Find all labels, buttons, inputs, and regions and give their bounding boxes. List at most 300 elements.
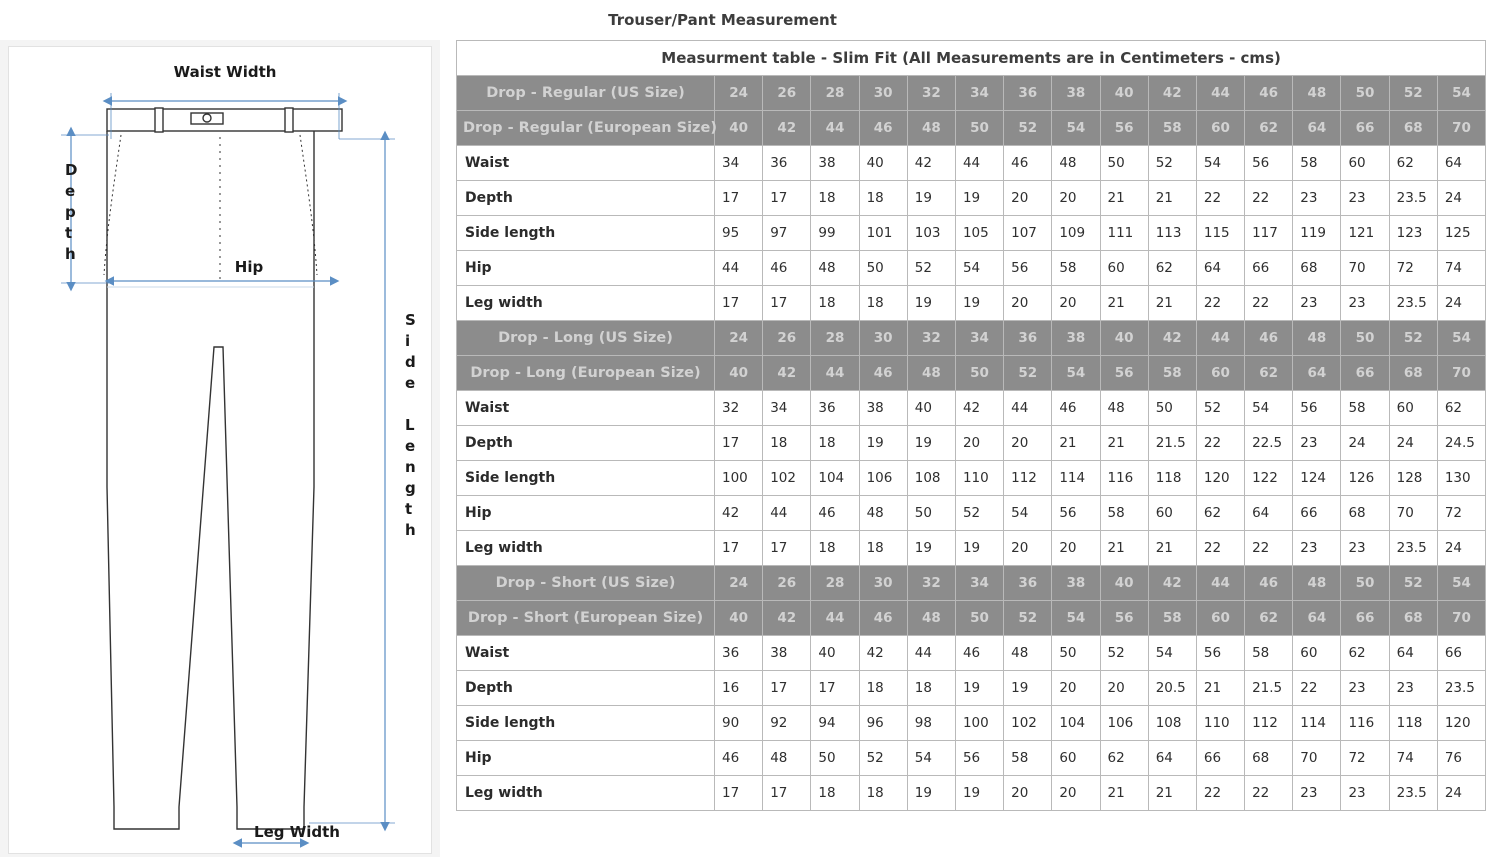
row-value: 130 — [1437, 461, 1485, 496]
drop-eu-label: Drop - Long (European Size) — [457, 356, 715, 391]
row-value: 23.5 — [1437, 671, 1485, 706]
drop-us-size: 38 — [1052, 566, 1100, 601]
row-value: 22.5 — [1245, 426, 1293, 461]
row-value: 20 — [1004, 776, 1052, 811]
row-value: 115 — [1196, 216, 1244, 251]
row-value: 60 — [1293, 636, 1341, 671]
drop-eu-size: 60 — [1196, 601, 1244, 636]
row-value: 20 — [955, 426, 1003, 461]
row-value: 46 — [1004, 146, 1052, 181]
row-value: 18 — [907, 671, 955, 706]
row-value: 74 — [1389, 741, 1437, 776]
svg-text:p: p — [65, 203, 76, 221]
row-value: 62 — [1389, 146, 1437, 181]
row-value: 124 — [1293, 461, 1341, 496]
row-value: 20 — [1004, 181, 1052, 216]
row-value: 40 — [859, 146, 907, 181]
drop-eu-label: Drop - Short (European Size) — [457, 601, 715, 636]
row-value: 94 — [811, 706, 859, 741]
row-value: 23 — [1293, 181, 1341, 216]
drop-us-size: 34 — [955, 76, 1003, 111]
table-row — [457, 251, 1486, 286]
row-value: 24 — [1389, 426, 1437, 461]
row-value: 19 — [1004, 671, 1052, 706]
drop-us-size: 40 — [1100, 566, 1148, 601]
trouser-diagram — [9, 47, 433, 855]
table-row — [457, 146, 1486, 181]
row-value: 23 — [1341, 531, 1389, 566]
row-label: Depth — [457, 671, 715, 706]
row-value: 22 — [1245, 286, 1293, 321]
drop-us-size: 30 — [859, 76, 907, 111]
row-value: 74 — [1437, 251, 1485, 286]
row-value: 19 — [859, 426, 907, 461]
row-value: 21 — [1196, 671, 1244, 706]
row-value: 72 — [1389, 251, 1437, 286]
drop-us-size: 26 — [763, 321, 811, 356]
drop-us-size: 52 — [1389, 321, 1437, 356]
drop-eu-size: 56 — [1100, 356, 1148, 391]
row-value: 36 — [715, 636, 763, 671]
row-value: 90 — [715, 706, 763, 741]
row-value: 23 — [1341, 776, 1389, 811]
row-value: 123 — [1389, 216, 1437, 251]
row-value: 48 — [811, 251, 859, 286]
row-value: 18 — [811, 426, 859, 461]
row-value: 98 — [907, 706, 955, 741]
drop-eu-size: 60 — [1196, 356, 1244, 391]
drop-us-size: 26 — [763, 76, 811, 111]
row-value: 22 — [1196, 426, 1244, 461]
row-value: 24.5 — [1437, 426, 1485, 461]
drop-eu-size: 40 — [715, 111, 763, 146]
row-value: 62 — [1100, 741, 1148, 776]
svg-text:t: t — [65, 224, 73, 242]
row-value: 21 — [1100, 531, 1148, 566]
drop-us-size: 44 — [1196, 76, 1244, 111]
row-label: Side length — [457, 216, 715, 251]
row-value: 38 — [811, 146, 859, 181]
table-title-cell: Measurment table - Slim Fit (All Measurements are in Centimeters - cms) — [457, 41, 1486, 76]
row-value: 72 — [1437, 496, 1485, 531]
row-value: 60 — [1389, 391, 1437, 426]
row-value: 23 — [1341, 181, 1389, 216]
drop-eu-header-row — [457, 111, 1486, 146]
row-value: 22 — [1245, 776, 1293, 811]
row-value: 44 — [907, 636, 955, 671]
row-value: 18 — [811, 181, 859, 216]
drop-us-size: 32 — [907, 566, 955, 601]
table-row — [457, 391, 1486, 426]
page-title-text: Trouser/Pant Measurement — [608, 11, 837, 29]
row-value: 19 — [907, 531, 955, 566]
drop-us-label: Drop - Short (US Size) — [457, 566, 715, 601]
drop-us-size: 48 — [1293, 566, 1341, 601]
row-value: 22 — [1196, 776, 1244, 811]
row-value: 18 — [763, 426, 811, 461]
row-value: 23 — [1293, 286, 1341, 321]
drop-us-size: 38 — [1052, 321, 1100, 356]
row-value: 102 — [1004, 706, 1052, 741]
row-value: 44 — [1004, 391, 1052, 426]
row-value: 113 — [1148, 216, 1196, 251]
drop-us-size: 42 — [1148, 566, 1196, 601]
svg-text:g: g — [405, 479, 416, 497]
row-value: 58 — [1341, 391, 1389, 426]
row-value: 120 — [1196, 461, 1244, 496]
row-value: 20 — [1052, 531, 1100, 566]
drop-us-size: 36 — [1004, 76, 1052, 111]
row-value: 19 — [955, 531, 1003, 566]
drop-eu-size: 50 — [955, 356, 1003, 391]
drop-us-size: 24 — [715, 566, 763, 601]
row-value: 17 — [763, 531, 811, 566]
row-value: 23.5 — [1389, 531, 1437, 566]
row-value: 21 — [1148, 181, 1196, 216]
table-title-row — [457, 41, 1486, 76]
measurement-table — [456, 40, 1486, 811]
drop-eu-label: Drop - Regular (European Size) — [457, 111, 715, 146]
table-row — [457, 636, 1486, 671]
drop-eu-size: 48 — [907, 601, 955, 636]
row-value: 122 — [1245, 461, 1293, 496]
drop-eu-size: 50 — [955, 111, 1003, 146]
row-value: 22 — [1293, 671, 1341, 706]
row-value: 54 — [955, 251, 1003, 286]
row-value: 52 — [1148, 146, 1196, 181]
depth-label-d: D — [65, 161, 78, 179]
row-value: 54 — [1148, 636, 1196, 671]
row-value: 103 — [907, 216, 955, 251]
drop-eu-size: 44 — [811, 356, 859, 391]
drop-us-size: 32 — [907, 76, 955, 111]
table-row — [457, 216, 1486, 251]
drop-eu-size: 42 — [763, 601, 811, 636]
row-value: 18 — [811, 531, 859, 566]
drop-us-size: 52 — [1389, 76, 1437, 111]
drop-eu-size: 68 — [1389, 601, 1437, 636]
drop-us-size: 44 — [1196, 321, 1244, 356]
row-value: 46 — [955, 636, 1003, 671]
row-value: 19 — [955, 181, 1003, 216]
row-value: 56 — [955, 741, 1003, 776]
row-label: Side length — [457, 706, 715, 741]
row-value: 50 — [1148, 391, 1196, 426]
drop-eu-size: 50 — [955, 601, 1003, 636]
row-value: 116 — [1100, 461, 1148, 496]
row-value: 18 — [859, 531, 907, 566]
row-value: 110 — [955, 461, 1003, 496]
row-value: 23 — [1341, 286, 1389, 321]
row-value: 70 — [1293, 741, 1341, 776]
row-value: 66 — [1437, 636, 1485, 671]
row-value: 17 — [763, 776, 811, 811]
row-value: 42 — [859, 636, 907, 671]
row-value: 34 — [715, 146, 763, 181]
svg-text:h: h — [405, 521, 416, 539]
row-value: 36 — [811, 391, 859, 426]
row-value: 106 — [1100, 706, 1148, 741]
drop-us-size: 28 — [811, 566, 859, 601]
side-length-label: S — [405, 311, 416, 329]
drop-eu-size: 60 — [1196, 111, 1244, 146]
row-value: 23 — [1389, 671, 1437, 706]
drop-us-size: 28 — [811, 76, 859, 111]
row-value: 20 — [1004, 531, 1052, 566]
row-value: 126 — [1341, 461, 1389, 496]
drop-us-header-row — [457, 321, 1486, 356]
row-value: 20 — [1100, 671, 1148, 706]
row-value: 52 — [859, 741, 907, 776]
row-value: 56 — [1196, 636, 1244, 671]
row-value: 64 — [1389, 636, 1437, 671]
drop-us-size: 36 — [1004, 566, 1052, 601]
row-value: 20 — [1052, 671, 1100, 706]
row-value: 23 — [1293, 776, 1341, 811]
row-value: 100 — [715, 461, 763, 496]
drop-eu-size: 64 — [1293, 356, 1341, 391]
drop-eu-size: 68 — [1389, 356, 1437, 391]
row-value: 52 — [907, 251, 955, 286]
row-value: 105 — [955, 216, 1003, 251]
row-value: 21 — [1100, 286, 1148, 321]
row-value: 20 — [1052, 776, 1100, 811]
drop-us-label: Drop - Regular (US Size) — [457, 76, 715, 111]
drop-eu-size: 62 — [1245, 601, 1293, 636]
row-value: 19 — [955, 286, 1003, 321]
row-value: 24 — [1341, 426, 1389, 461]
row-value: 46 — [811, 496, 859, 531]
row-label: Waist — [457, 146, 715, 181]
row-value: 50 — [1052, 636, 1100, 671]
row-value: 106 — [859, 461, 907, 496]
table-row — [457, 776, 1486, 811]
page-title — [0, 0, 1445, 40]
row-value: 50 — [859, 251, 907, 286]
row-value: 17 — [763, 286, 811, 321]
drop-us-size: 24 — [715, 76, 763, 111]
row-value: 22 — [1196, 181, 1244, 216]
drop-eu-size: 52 — [1004, 601, 1052, 636]
row-value: 56 — [1004, 251, 1052, 286]
row-value: 19 — [955, 776, 1003, 811]
row-value: 19 — [955, 671, 1003, 706]
row-value: 21 — [1100, 181, 1148, 216]
row-label: Waist — [457, 636, 715, 671]
row-value: 108 — [1148, 706, 1196, 741]
row-value: 46 — [715, 741, 763, 776]
row-label: Waist — [457, 391, 715, 426]
row-value: 42 — [715, 496, 763, 531]
drop-eu-size: 52 — [1004, 111, 1052, 146]
waist-width-label: Waist Width — [173, 63, 277, 81]
drop-eu-size: 48 — [907, 356, 955, 391]
row-value: 21 — [1100, 426, 1148, 461]
row-value: 58 — [1100, 496, 1148, 531]
row-value: 52 — [1100, 636, 1148, 671]
row-value: 17 — [763, 671, 811, 706]
row-value: 58 — [1004, 741, 1052, 776]
drop-eu-size: 68 — [1389, 111, 1437, 146]
drop-eu-size: 42 — [763, 356, 811, 391]
measurement-table-panel — [440, 40, 1486, 811]
row-value: 68 — [1293, 251, 1341, 286]
drop-us-header-row — [457, 76, 1486, 111]
drop-us-size: 50 — [1341, 566, 1389, 601]
row-value: 52 — [1196, 391, 1244, 426]
drop-eu-size: 40 — [715, 601, 763, 636]
drop-us-size: 50 — [1341, 321, 1389, 356]
row-value: 17 — [715, 286, 763, 321]
row-label: Depth — [457, 426, 715, 461]
row-value: 32 — [715, 391, 763, 426]
drop-us-label: Drop - Long (US Size) — [457, 321, 715, 356]
row-value: 54 — [1245, 391, 1293, 426]
row-value: 21 — [1148, 286, 1196, 321]
drop-us-size: 48 — [1293, 76, 1341, 111]
drop-eu-size: 46 — [859, 356, 907, 391]
row-label: Hip — [457, 741, 715, 776]
row-value: 19 — [907, 181, 955, 216]
row-value: 40 — [907, 391, 955, 426]
row-value: 21.5 — [1148, 426, 1196, 461]
row-value: 64 — [1245, 496, 1293, 531]
row-label: Leg width — [457, 531, 715, 566]
drop-eu-size: 56 — [1100, 111, 1148, 146]
row-value: 17 — [811, 671, 859, 706]
row-value: 60 — [1100, 251, 1148, 286]
drop-us-header-row — [457, 566, 1486, 601]
row-value: 17 — [715, 776, 763, 811]
row-label: Leg width — [457, 776, 715, 811]
row-value: 48 — [1100, 391, 1148, 426]
row-value: 118 — [1389, 706, 1437, 741]
row-value: 48 — [1004, 636, 1052, 671]
drop-eu-size: 58 — [1148, 111, 1196, 146]
row-value: 24 — [1437, 181, 1485, 216]
row-value: 54 — [1196, 146, 1244, 181]
row-value: 23 — [1293, 426, 1341, 461]
leg-width-label: Leg Width — [254, 823, 340, 841]
measurement-table-body — [457, 41, 1486, 811]
row-value: 52 — [955, 496, 1003, 531]
row-value: 128 — [1389, 461, 1437, 496]
row-value: 118 — [1148, 461, 1196, 496]
drop-us-size: 46 — [1245, 321, 1293, 356]
row-value: 64 — [1196, 251, 1244, 286]
row-value: 21 — [1052, 426, 1100, 461]
row-value: 23.5 — [1389, 776, 1437, 811]
row-value: 44 — [715, 251, 763, 286]
row-value: 97 — [763, 216, 811, 251]
drop-eu-size: 66 — [1341, 111, 1389, 146]
row-value: 66 — [1293, 496, 1341, 531]
table-row — [457, 181, 1486, 216]
drop-us-size: 34 — [955, 321, 1003, 356]
row-value: 23 — [1293, 531, 1341, 566]
row-value: 36 — [763, 146, 811, 181]
drop-eu-size: 40 — [715, 356, 763, 391]
row-value: 21.5 — [1245, 671, 1293, 706]
row-value: 108 — [907, 461, 955, 496]
row-value: 17 — [715, 531, 763, 566]
row-value: 23 — [1341, 671, 1389, 706]
row-value: 42 — [907, 146, 955, 181]
row-value: 24 — [1437, 531, 1485, 566]
drop-us-size: 40 — [1100, 321, 1148, 356]
svg-text:n: n — [405, 458, 416, 476]
row-value: 38 — [859, 391, 907, 426]
row-value: 109 — [1052, 216, 1100, 251]
row-value: 44 — [763, 496, 811, 531]
row-value: 70 — [1341, 251, 1389, 286]
row-value: 20 — [1052, 286, 1100, 321]
drop-eu-size: 48 — [907, 111, 955, 146]
row-value: 17 — [715, 426, 763, 461]
drop-eu-size: 56 — [1100, 601, 1148, 636]
drop-us-size: 24 — [715, 321, 763, 356]
row-value: 76 — [1437, 741, 1485, 776]
row-value: 19 — [907, 286, 955, 321]
drop-eu-size: 70 — [1437, 356, 1485, 391]
drop-eu-size: 44 — [811, 111, 859, 146]
row-value: 66 — [1245, 251, 1293, 286]
row-value: 18 — [859, 671, 907, 706]
drop-eu-size: 42 — [763, 111, 811, 146]
table-row — [457, 531, 1486, 566]
row-value: 18 — [859, 181, 907, 216]
drop-eu-size: 52 — [1004, 356, 1052, 391]
row-value: 66 — [1196, 741, 1244, 776]
drop-us-size: 46 — [1245, 566, 1293, 601]
drop-us-size: 34 — [955, 566, 1003, 601]
row-value: 107 — [1004, 216, 1052, 251]
drop-eu-size: 66 — [1341, 601, 1389, 636]
drop-eu-header-row — [457, 601, 1486, 636]
row-value: 112 — [1004, 461, 1052, 496]
row-value: 50 — [1100, 146, 1148, 181]
row-value: 64 — [1437, 146, 1485, 181]
drop-us-size: 54 — [1437, 566, 1485, 601]
row-value: 54 — [907, 741, 955, 776]
drop-eu-size: 66 — [1341, 356, 1389, 391]
row-value: 68 — [1245, 741, 1293, 776]
table-row — [457, 741, 1486, 776]
row-value: 99 — [811, 216, 859, 251]
row-value: 20 — [1004, 286, 1052, 321]
drop-us-size: 50 — [1341, 76, 1389, 111]
drop-eu-size: 54 — [1052, 111, 1100, 146]
row-value: 18 — [811, 286, 859, 321]
row-value: 70 — [1389, 496, 1437, 531]
row-value: 56 — [1052, 496, 1100, 531]
drop-us-size: 46 — [1245, 76, 1293, 111]
svg-text:t: t — [405, 500, 413, 518]
drop-eu-size: 54 — [1052, 601, 1100, 636]
drop-eu-size: 58 — [1148, 356, 1196, 391]
row-value: 48 — [763, 741, 811, 776]
svg-text:L: L — [405, 416, 415, 434]
drop-eu-size: 70 — [1437, 111, 1485, 146]
row-value: 92 — [763, 706, 811, 741]
drop-us-size: 40 — [1100, 76, 1148, 111]
row-label: Hip — [457, 251, 715, 286]
row-value: 17 — [763, 181, 811, 216]
drop-us-size: 36 — [1004, 321, 1052, 356]
table-row — [457, 706, 1486, 741]
row-value: 34 — [763, 391, 811, 426]
row-value: 114 — [1293, 706, 1341, 741]
